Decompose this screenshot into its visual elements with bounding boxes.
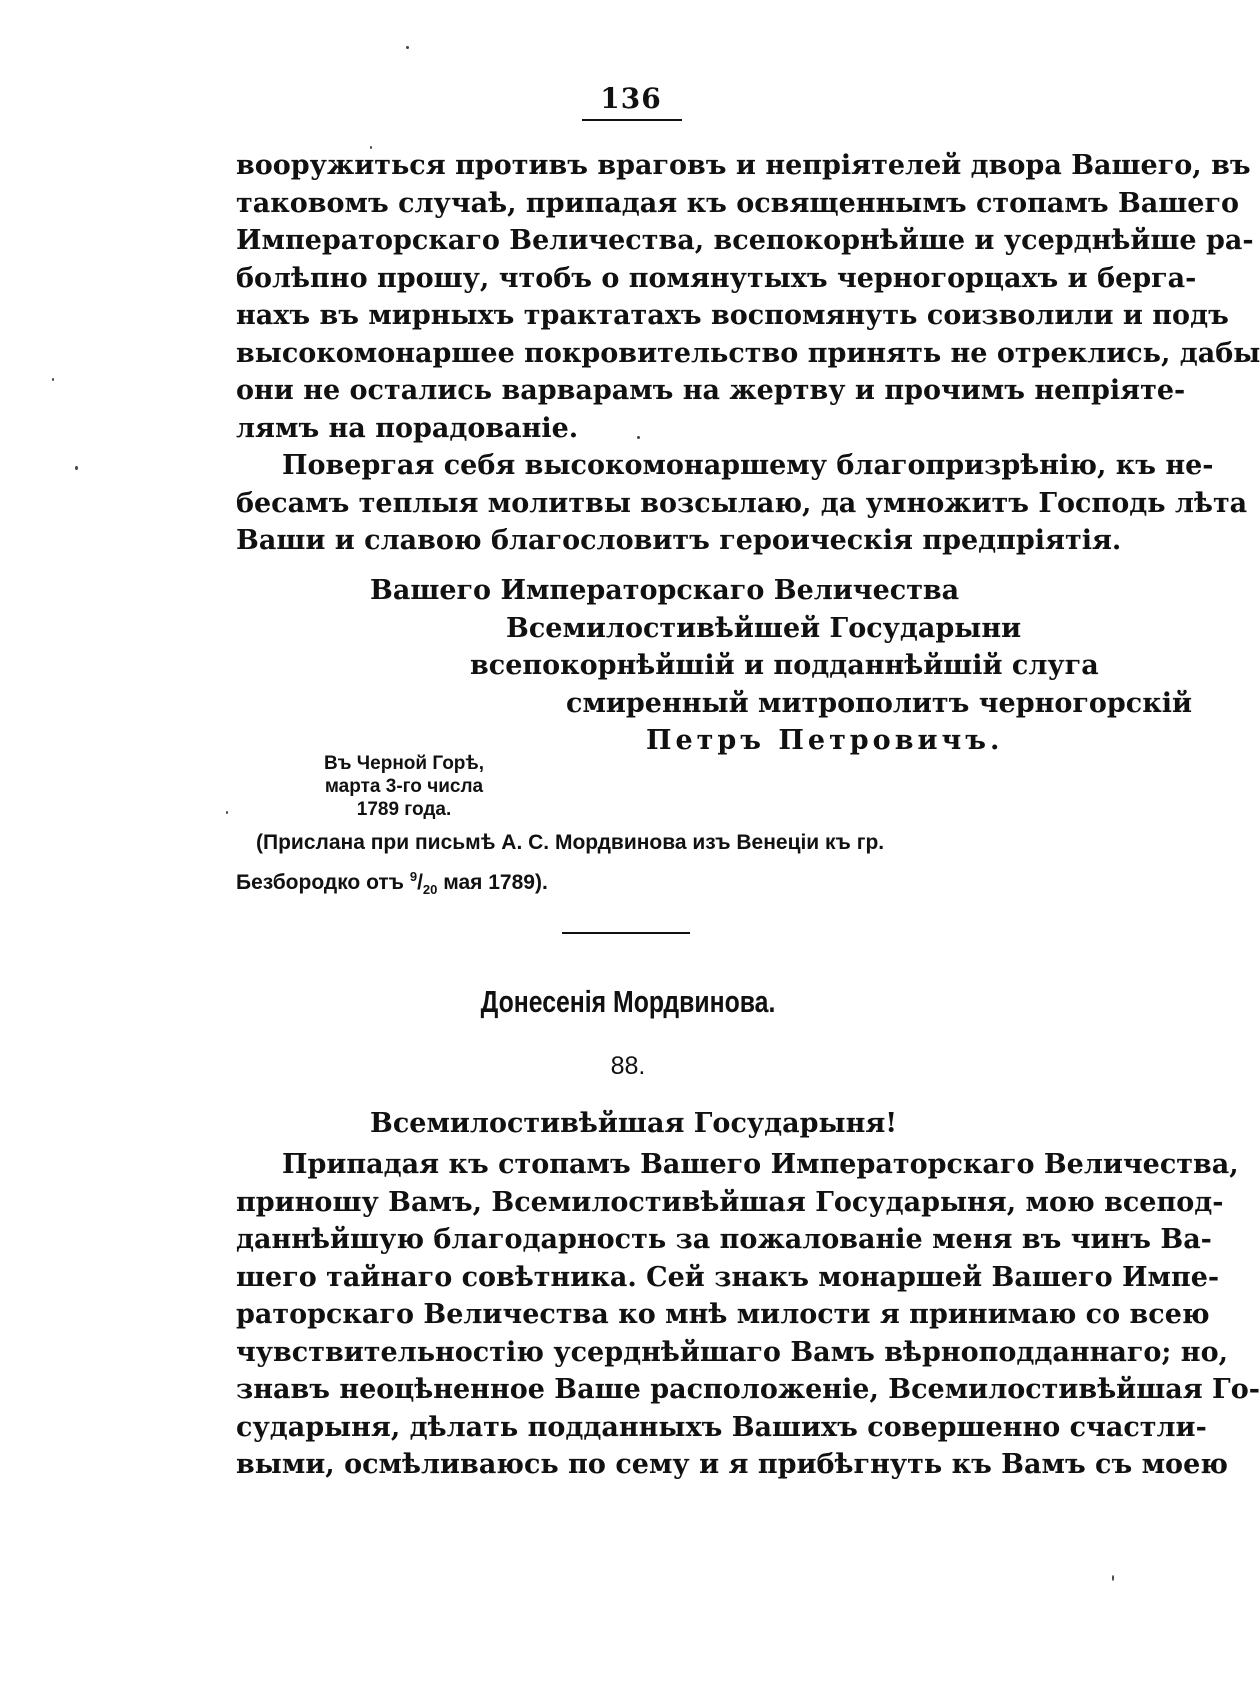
source-note-line-1: (Прислана при письмѣ А. С. Мордвинова изъ Венеціи къ гр. bbox=[256, 831, 885, 854]
place-date bbox=[297, 752, 511, 821]
text-line: знавъ неоцѣненное Ваше расположеніе, Всемилостивѣйшая Го- bbox=[236, 1374, 1260, 1405]
letter-paragraph-2 bbox=[236, 447, 1248, 560]
place-date-line: Въ Черной Горѣ, bbox=[323, 753, 485, 774]
salutation: Всемилостивѣйшая Государыня! bbox=[370, 1108, 898, 1139]
text-line: приношу Вамъ, Всемилостивѣйшая Государыня, мою всепод- bbox=[236, 1186, 1224, 1218]
section-title: Донесенія Мордвинова. bbox=[480, 984, 776, 1019]
signature-line-2: Всемилостивѣйшей Государыни bbox=[506, 613, 1022, 644]
signature-line-4: смиренный митрополитъ черногорскій bbox=[566, 688, 1193, 719]
text-line: шего тайнаго совѣтника. Сей знакъ монаршей Вашего Импе- bbox=[236, 1261, 1220, 1293]
text-line: даннѣйшую благодарность за пожалованіе меня въ чинъ Ва- bbox=[236, 1224, 1212, 1255]
date-denominator: 20 bbox=[422, 882, 438, 898]
source-note-line-2: Безбородко отъ $^9/_{20}$ мая 1789). bbox=[236, 869, 548, 898]
text-line: Повергая себя высокомонаршему благопризрѣнію, къ не- bbox=[282, 450, 1214, 481]
signature-line-3: всепокорнѣйшій и подданнѣйшій слуга bbox=[470, 650, 1099, 681]
text-line: высокомонаршее покровительство принять не отреклись, дабы bbox=[236, 337, 1260, 369]
text-line: Припадая къ стопамъ Вашего Императорскаго Величества, bbox=[282, 1149, 1239, 1180]
text-line: болѣпно прошу, чтобъ о помянутыхъ черногорцахъ и берга- bbox=[236, 262, 1197, 294]
scan-speck bbox=[637, 436, 640, 439]
text-line: бесамъ теплыя молитвы возсылаю, да умножитъ Господь лѣта bbox=[236, 487, 1248, 519]
source-note bbox=[236, 826, 1020, 907]
scan-speck bbox=[226, 811, 228, 814]
source-note-suffix: мая 1789). bbox=[437, 871, 548, 894]
section-separator bbox=[562, 932, 690, 934]
scan-speck bbox=[75, 466, 78, 470]
text-line: они не остались варварамъ на жертву и прочимъ непріяте- bbox=[236, 375, 1186, 406]
source-note-prefix: Безбородко отъ bbox=[236, 871, 410, 894]
text-line: Императорскаго Величества, всепокорнѣйше и усерднѣйше ра- bbox=[236, 225, 1254, 256]
text-line: нахъ въ мирныхъ трактатахъ воспомянуть соизволили и подъ bbox=[236, 300, 1229, 331]
scan-speck bbox=[52, 378, 54, 381]
scan-speck bbox=[1112, 1575, 1114, 1581]
report-paragraph bbox=[236, 1146, 1260, 1484]
place-date-line: марта 3-го числа bbox=[324, 776, 484, 797]
text-line: лямъ на порадованіе. bbox=[236, 412, 579, 444]
document-number: 88. bbox=[610, 1052, 646, 1080]
text-line: таковомъ случаѣ, припадая къ освященнымъ стопамъ Вашего bbox=[236, 187, 1240, 219]
page-number: 136 bbox=[600, 82, 662, 115]
letter-paragraph-1 bbox=[236, 147, 1260, 447]
scan-speck bbox=[370, 146, 372, 149]
text-line: выми, осмѣливаюсь по сему и я прибѣгнуть къ Вамъ съ моею bbox=[236, 1449, 1228, 1480]
scan-speck bbox=[406, 46, 409, 49]
signature-line-1: Вашего Императорскаго Величества bbox=[370, 575, 960, 606]
text-line: Ваши и славою благословитъ героическія предпріятія. bbox=[236, 525, 1122, 556]
text-line: сударыня, дѣлать подданныхъ Вашихъ совершенно счастли- bbox=[236, 1411, 1207, 1443]
date-numerator: 9 bbox=[409, 869, 418, 884]
text-line: вооружиться противъ враговъ и непріятелей двора Вашего, въ bbox=[236, 150, 1251, 181]
text-line: чувствительностію усерднѣйшаго Вамъ вѣрноподданнаго; но, bbox=[236, 1336, 1228, 1368]
page-number-rule bbox=[582, 119, 682, 121]
text-line: раторскаго Величества ко мнѣ милости я принимаю со всею bbox=[236, 1299, 1210, 1330]
signature-name: Петръ Петровичъ. bbox=[646, 725, 1004, 756]
place-date-line: 1789 года. bbox=[356, 799, 452, 820]
